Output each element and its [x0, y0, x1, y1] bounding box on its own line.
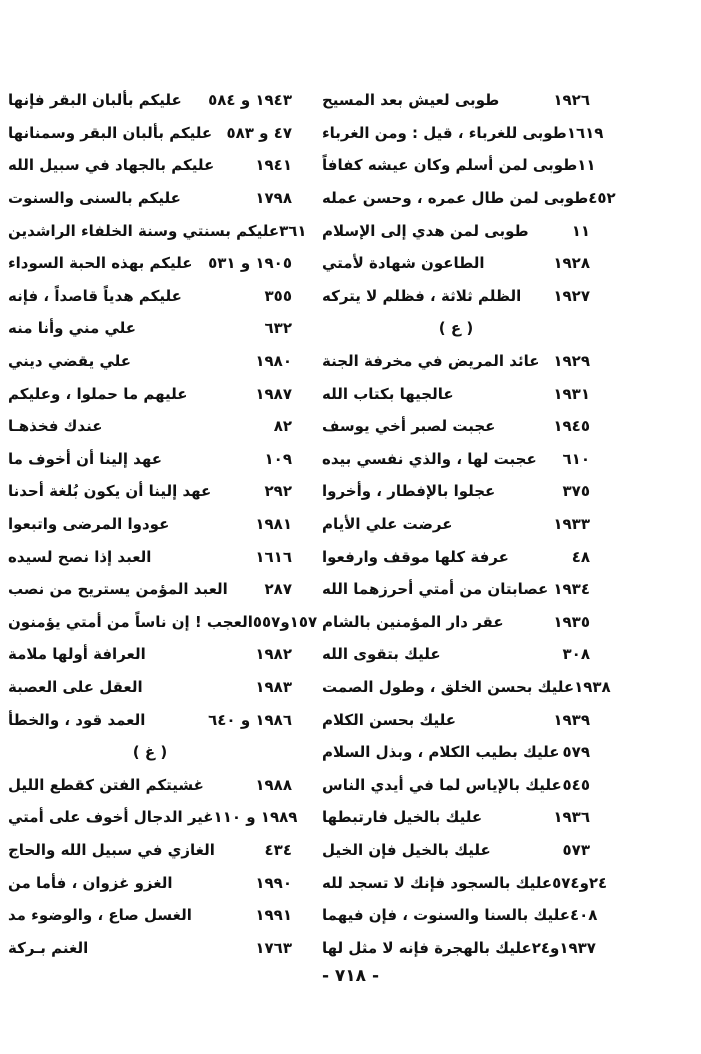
index-entry	[322, 638, 590, 671]
hadith-number: ١٩٤١	[255, 156, 292, 175]
hadith-text: العرافة أولها ملامة	[8, 645, 146, 664]
hadith-text: عليك بتقوى الله	[322, 645, 441, 664]
index-entry	[8, 345, 292, 378]
hadith-text: غير الدجال أخوف على أمتي	[8, 808, 214, 827]
index-entry	[8, 801, 298, 834]
hadith-number: ٢٩٢	[264, 482, 292, 501]
hadith-number: ٣٠٨	[562, 645, 590, 664]
hadith-number: ١٩٨١	[255, 515, 292, 534]
hadith-number: ١٩٤٣ و ٥٨٤	[208, 91, 292, 110]
index-entry	[322, 149, 596, 182]
hadith-number: ١٩٣٣	[553, 515, 590, 534]
index-entry	[8, 899, 292, 932]
hadith-text: طوبى لعيش بعد المسيح	[322, 91, 500, 110]
index-entry	[322, 475, 590, 508]
index-entry	[322, 899, 598, 932]
index-entry	[322, 214, 590, 247]
hadith-text: علي مني وأنا منه	[8, 319, 137, 338]
index-entry	[8, 312, 292, 345]
hadith-text: عندك فخذهـا	[8, 417, 103, 436]
hadith-text: عرفة كلها موقف وارفعوا	[322, 547, 509, 566]
hadith-text: طوبى لمن طال عمره ، وحسن عمله	[322, 189, 589, 208]
index-entry	[8, 768, 292, 801]
hadith-number: ٥٤٥	[562, 775, 590, 794]
hadith-text: طوبى لمن أسلم وكان عيشه كفافاً	[322, 156, 578, 175]
hadith-text: عالجيها بكتاب الله	[322, 384, 454, 403]
hadith-number: ١٧٦٣	[255, 938, 292, 957]
hadith-text: عليك بالهجرة فإنه لا مثل لها	[322, 938, 532, 957]
hadith-text: عليكم بالجهاد في سبيل الله	[8, 156, 215, 175]
hadith-text: عليك بحسن الخلق ، وطول الصمت	[322, 677, 575, 696]
hadith-text: عليكم بهذه الحبة السوداء	[8, 254, 193, 273]
index-entry	[322, 573, 590, 606]
hadith-number: ٤٨	[571, 547, 590, 566]
hadith-number: ١٧٩٨	[255, 189, 292, 208]
hadith-text: عليك بالسنا والسنوت ، فإن فيهما	[322, 906, 570, 925]
hadith-text: الطاعون شهادة لأمتي	[322, 254, 485, 273]
hadith-text: عليكم بألبان البقر فإنها	[8, 91, 182, 110]
index-entry	[322, 247, 590, 280]
hadith-text: الغازي في سبيل الله والحاج	[8, 840, 215, 859]
hadith-number: ٦٣٢	[264, 319, 292, 338]
index-entry	[8, 410, 292, 443]
hadith-number: ١٩٨٧	[255, 384, 292, 403]
hadith-text: علي يقضي ديني	[8, 352, 132, 371]
hadith-text: طوبى للغرباء ، قيل : ومن الغرباء	[322, 123, 567, 142]
index-entry	[8, 671, 292, 704]
index-entry	[8, 149, 292, 182]
hadith-number: ١٩٣١	[553, 384, 590, 403]
hadith-text: عهد إلينا أن أخوف ما	[8, 449, 162, 468]
hadith-text: عصابتان من أمتي أحرزهما الله	[322, 580, 549, 599]
index-entry	[8, 834, 292, 867]
hadith-number: ١٩٣٧و٢٤	[531, 938, 596, 957]
page-number: - ٧١٨ -	[321, 966, 380, 986]
hadith-number: ١٩٢٦	[553, 91, 590, 110]
hadith-text: عجبت لها ، والذي نفسي بيده	[322, 449, 537, 468]
index-entry	[322, 410, 590, 443]
hadith-text: عليك بالسجود فإنك لا تسجد لله	[322, 873, 553, 892]
hadith-text: عودوا المرضى واتبعوا	[8, 515, 170, 534]
hadith-text: عجلوا بالإفطار ، وأخروا	[322, 482, 496, 501]
hadith-number: ٢٨٧	[264, 580, 292, 599]
section-letter: ( غ )	[132, 743, 168, 762]
hadith-text: الغسل صاع ، والوضوء مد	[8, 906, 192, 925]
hadith-number: ٣٧٥	[562, 482, 590, 501]
right-column	[322, 84, 616, 964]
hadith-number: ١٩٨٦ و ٦٤٠	[208, 710, 292, 729]
hadith-number: ١٦١٦	[255, 547, 292, 566]
hadith-number: ٤٠٨	[569, 906, 598, 925]
index-entry	[322, 866, 608, 899]
hadith-number: ١٩٣٨	[574, 677, 611, 696]
hadith-number: ١١	[577, 156, 596, 175]
index-entry	[8, 247, 292, 280]
hadith-number: ٤٧ و ٥٨٣	[226, 123, 292, 142]
hadith-number: ٣٥٥	[264, 286, 292, 305]
hadith-number: ١٦١٩	[566, 123, 604, 142]
index-entry	[8, 508, 292, 541]
index-entry	[8, 540, 292, 573]
hadith-text: عجبت لصبر أخي يوسف	[322, 417, 496, 436]
hadith-number: ١٩٣٤	[553, 580, 590, 599]
left-column	[8, 84, 318, 964]
hadith-number: ١٩٨٨	[255, 775, 292, 794]
hadith-text: غشيتكم الفتن كقطع الليل	[8, 775, 204, 794]
hadith-number: ٣٦١	[279, 221, 307, 240]
hadith-number: ١٩٢٨	[553, 254, 590, 273]
index-entry	[8, 638, 292, 671]
hadith-text: طوبى لمن هدي إلى الإسلام	[322, 221, 529, 240]
index-entry	[322, 345, 590, 378]
hadith-text: العبد المؤمن يستريح من نصب	[8, 580, 228, 599]
hadith-text: عليك بحسن الكلام	[322, 710, 456, 729]
hadith-number: ٥٧٩	[562, 743, 590, 762]
index-entry	[322, 508, 590, 541]
hadith-text: عليكم بالسنى والسنوت	[8, 189, 181, 208]
index-entry	[8, 703, 292, 736]
hadith-number: ١٩٢٩	[553, 352, 590, 371]
hadith-text: الظلم ثلاثة ، فظلم لا يتركه	[322, 286, 522, 305]
hadith-text: عليك بالخيل فإن الخيل	[322, 840, 491, 859]
hadith-number: ١٩٨٠	[255, 352, 292, 371]
hadith-number: ١٩٩٠	[255, 873, 292, 892]
hadith-text: عليك بالخيل فارتبطها	[322, 808, 483, 827]
index-entry	[322, 606, 590, 639]
index-entry	[322, 801, 590, 834]
hadith-number: ١٩٢٧	[553, 286, 590, 305]
hadith-text: العمد قود ، والخطأ	[8, 710, 146, 729]
index-entry	[8, 84, 292, 117]
index-entry	[322, 377, 590, 410]
hadith-number: ٤٥٢	[588, 189, 616, 208]
hadith-number: ١٩٨٩ و ١١٠	[213, 808, 298, 827]
index-entry	[8, 866, 292, 899]
index-entry	[8, 443, 292, 476]
hadith-text: عليك بالإياس لما في أيدي الناس	[322, 775, 562, 794]
hadith-number: ٢٤و٥٧٤	[552, 873, 608, 892]
hadith-text: عليكم بألبان البقر وسمنانها	[8, 123, 213, 142]
index-entry	[322, 671, 611, 704]
hadith-text: عقر دار المؤمنين بالشام	[322, 612, 504, 631]
hadith-number: ٥٧٣	[562, 840, 590, 859]
index-entry	[322, 443, 590, 476]
hadith-text: العبد إذا نصح لسيده	[8, 547, 152, 566]
index-entry	[8, 606, 318, 639]
hadith-text: عرضت علي الأيام	[322, 515, 453, 534]
index-entry	[8, 280, 292, 313]
hadith-text: الغزو غزوان ، فأما من	[8, 873, 173, 892]
hadith-text: عليكم بسنتي وسنة الخلفاء الراشدين	[8, 221, 280, 240]
hadith-number: ١٩٨٢	[255, 645, 292, 664]
hadith-number: ٦١٠	[562, 449, 590, 468]
hadith-number: ١٩٤٥	[553, 417, 590, 436]
hadith-number: ١٩٣٩	[553, 710, 590, 729]
index-entry	[322, 703, 590, 736]
hadith-number: ١٩٩١	[255, 906, 292, 925]
index-entry	[8, 475, 292, 508]
index-entry	[322, 768, 590, 801]
index-entry	[322, 182, 616, 215]
index-entry	[322, 540, 590, 573]
hadith-text: الغنم بـركة	[8, 938, 89, 957]
section-header	[322, 312, 590, 345]
index-entry	[322, 931, 596, 964]
hadith-text: عليك بطيب الكلام ، وبذل السلام	[322, 743, 560, 762]
index-entry	[8, 931, 292, 964]
index-entry	[322, 84, 590, 117]
index-entry	[8, 214, 307, 247]
hadith-text: العقل على العصبة	[8, 677, 143, 696]
index-entry	[322, 117, 604, 150]
index-entry	[8, 377, 292, 410]
hadith-text: عائد المريض في مخرفة الجنة	[322, 352, 540, 371]
index-entry	[8, 117, 292, 150]
hadith-number: ١٩٠٥ و ٥٣١	[208, 254, 292, 273]
hadith-number: ١١	[571, 221, 590, 240]
hadith-text: عهد إلينا أن يكون بُلغة أحدنا	[8, 482, 212, 501]
hadith-number: ١٩٣٥	[553, 612, 590, 631]
hadith-number: ٤٣٤	[264, 840, 292, 859]
hadith-number: ٨٢	[273, 417, 292, 436]
section-header	[8, 736, 292, 769]
hadith-number: ١٥٧و٥٥٧	[252, 612, 318, 631]
index-entry	[8, 182, 292, 215]
hadith-number: ١٩٨٣	[255, 677, 292, 696]
hadith-text: العجب ! إن ناساً من أمتي يؤمنون	[8, 612, 253, 631]
hadith-number: ١٩٣٦	[553, 808, 590, 827]
hadith-text: عليكم هدياً قاصداً ، فإنه	[8, 286, 182, 305]
index-entry	[8, 573, 292, 606]
index-entry	[322, 834, 590, 867]
index-entry	[322, 736, 590, 769]
section-letter: ( ع )	[438, 319, 474, 338]
hadith-number: ١٠٩	[264, 449, 292, 468]
hadith-text: عليهم ما حملوا ، وعليكم	[8, 384, 188, 403]
index-entry	[322, 280, 590, 313]
